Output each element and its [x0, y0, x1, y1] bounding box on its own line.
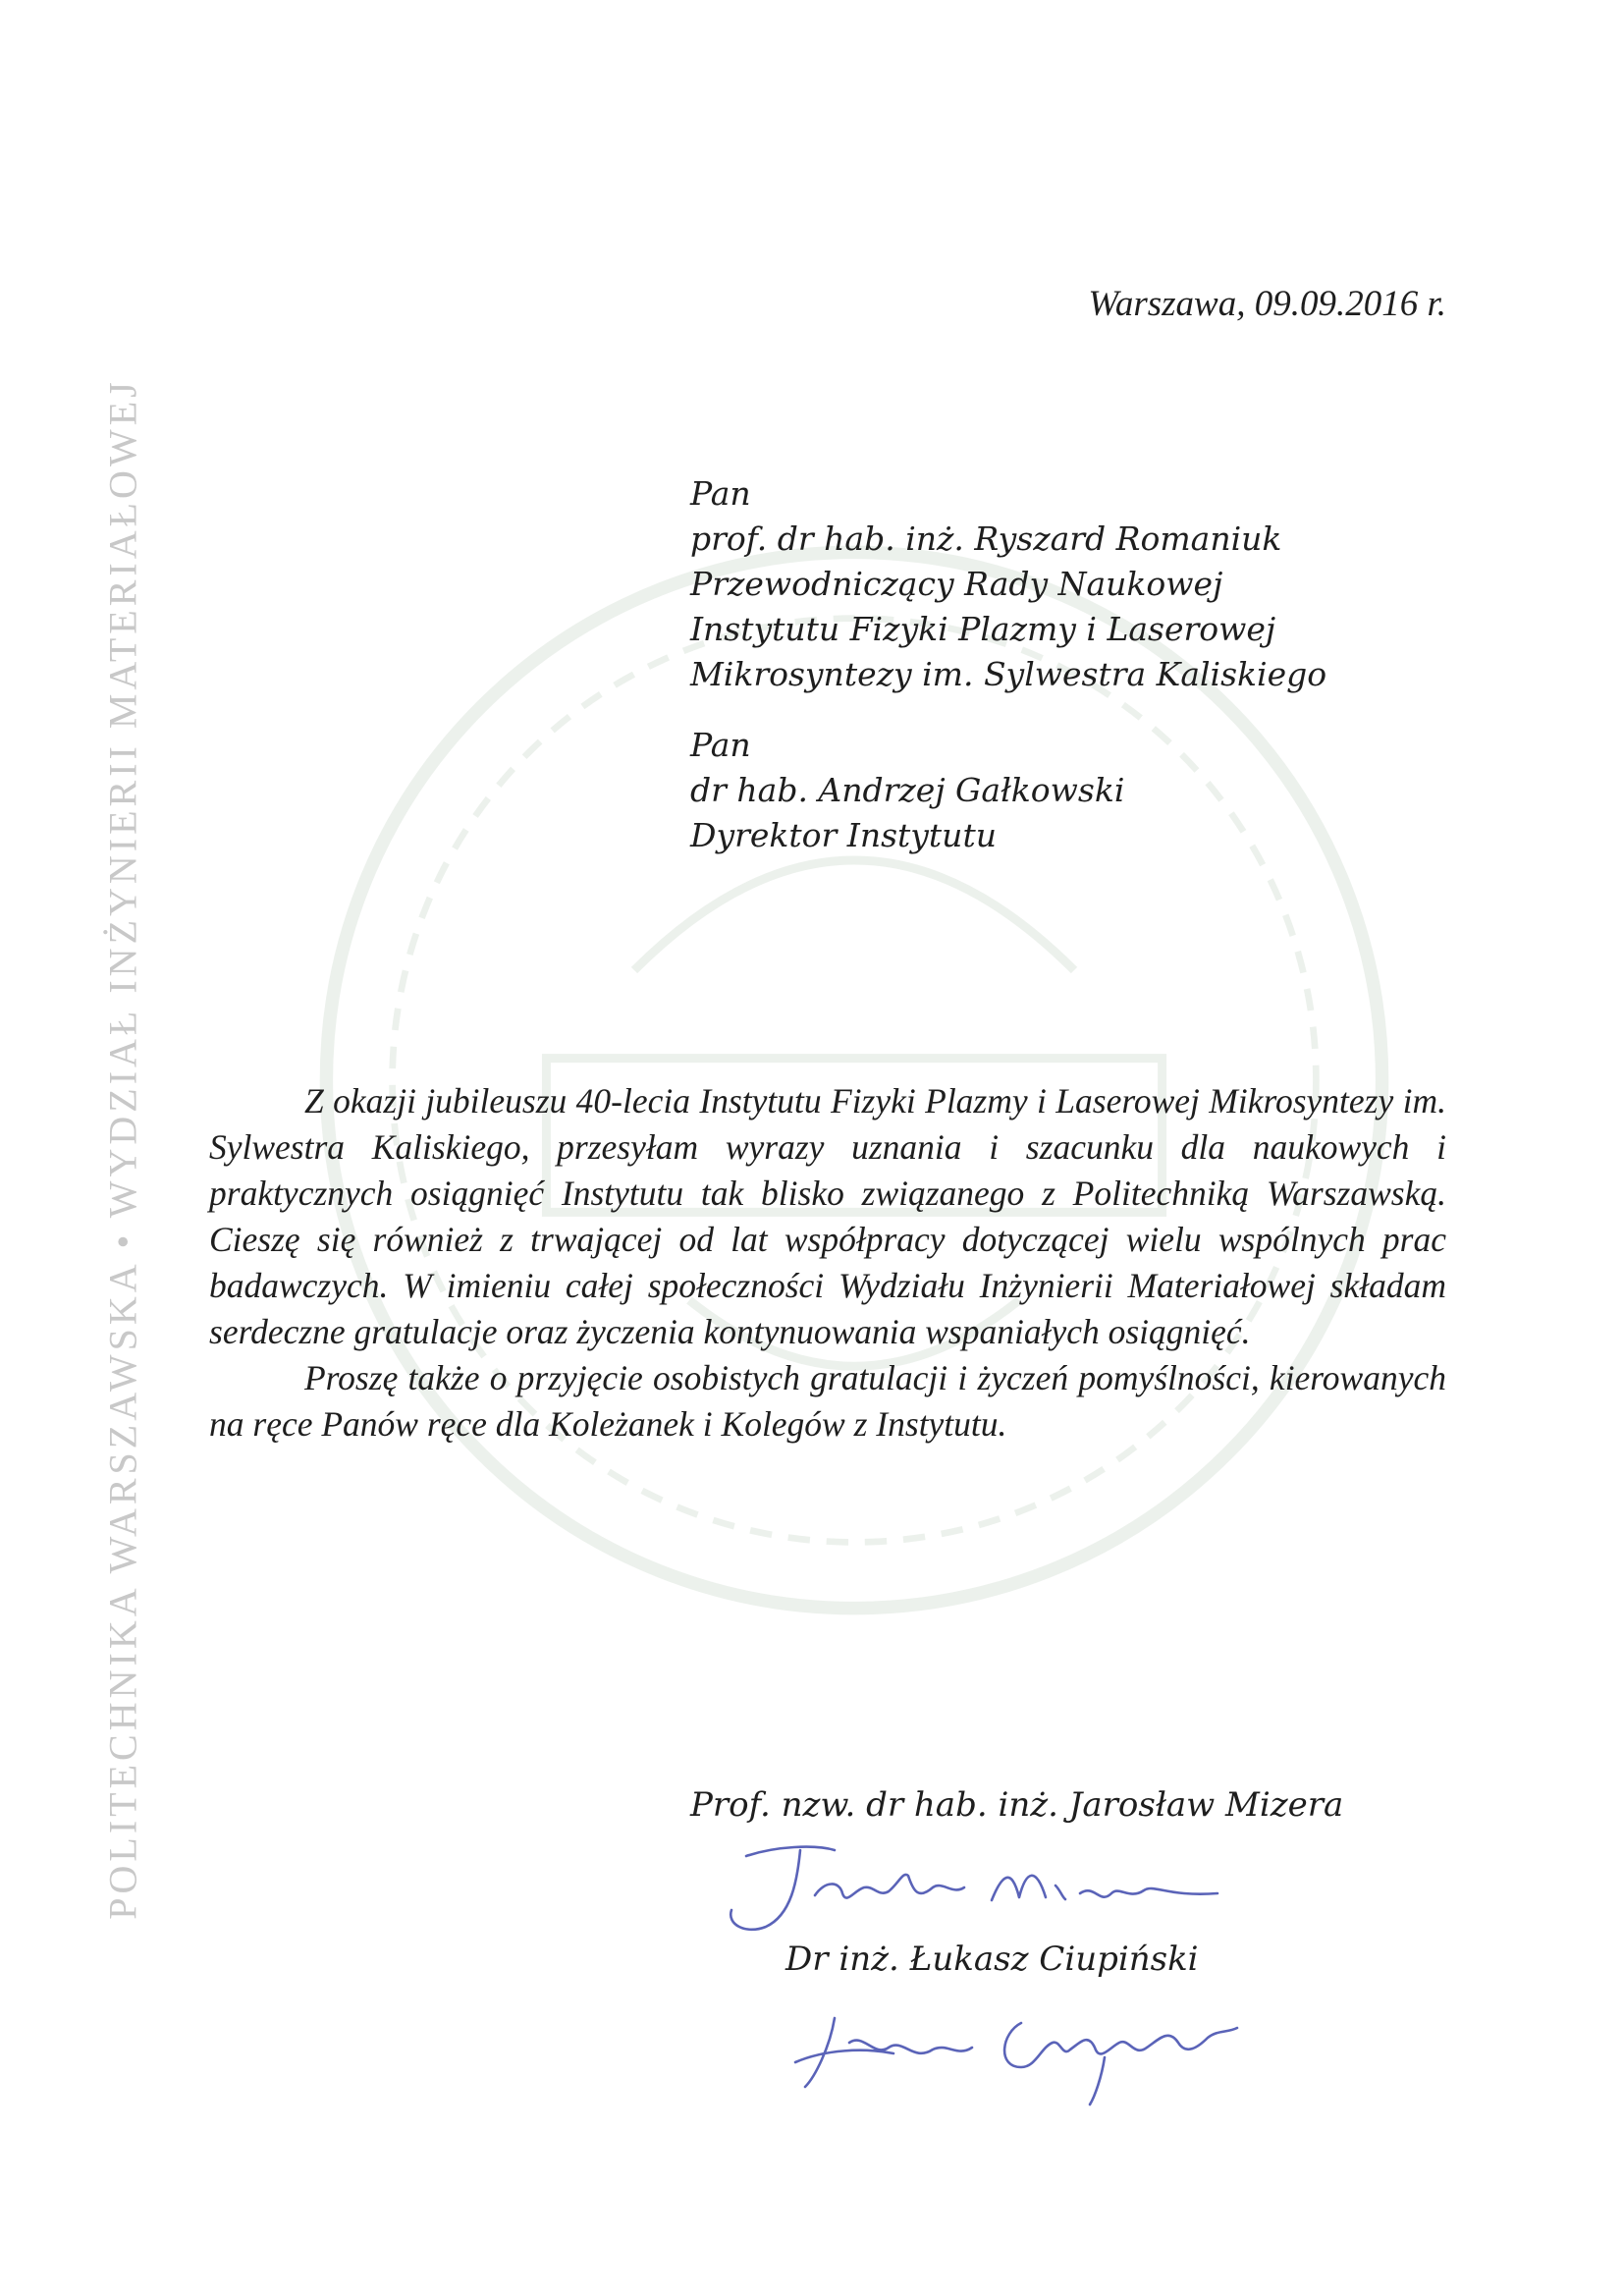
handwritten-signature-2: [776, 1989, 1286, 2111]
addressee-1-line: Pan: [690, 474, 751, 513]
faculty-side-banner: POLITECHNIKA WARSZAWSKA • WYDZIAŁ INŻYNIERII MATERIAŁOWEJ: [100, 378, 145, 1920]
addressee-2-line: Dyrektor Instytutu: [690, 816, 997, 854]
handwritten-signature-1: [707, 1836, 1257, 1944]
body-paragraph: Z okazji jubileuszu 40-lecia Instytutu Fizyki Plazmy i Laserowej Mikrosyntezy im. Sylwestra Kaliskiego, przesyłam wyrazy uznania i szacunku dla naukowych i praktycznych osiągnięć Instytutu tak blisko związanego z Politechniką Warszawską. Cieszę się również z trwającej od lat współpracy dotyczącej wielu wspólnych prac badawczych. W imieniu całej społeczności Wydziału Inżynierii Materiałowej składam serdeczne gratulacje oraz życzenia kontynuowania wspaniałych osiągnięć.: [209, 1081, 1446, 1351]
addressee-2-line: Pan: [690, 726, 751, 764]
addressee-block-1: [690, 471, 1326, 697]
body-paragraph: Proszę także o przyjęcie osobistych gratulacji i życzeń pomyślności, kierowanych na ręce Panów ręce dla Koleżanek i Kolegów z Instytutu.: [209, 1358, 1446, 1444]
addressee-1-line: Instytutu Fizyki Plazmy i Laserowej: [690, 610, 1276, 648]
addressee-1-line: Mikrosyntezy im. Sylwestra Kaliskiego: [690, 655, 1327, 693]
addressee-1-line: prof. dr hab. inż. Ryszard Romaniuk: [690, 519, 1282, 558]
letter-date: Warszawa, 09.09.2016 r.: [1088, 284, 1446, 324]
signatory-2-name: Dr inż. Łukasz Ciupiński: [785, 1940, 1199, 1979]
addressee-1-line: Przewodniczący Rady Naukowej: [690, 565, 1223, 603]
addressee-block-2: [690, 723, 1124, 858]
letter-body: [209, 1078, 1446, 1448]
addressee-2-line: dr hab. Andrzej Gałkowski: [690, 771, 1125, 809]
signatory-1-name: Prof. nzw. dr hab. inż. Jarosław Mizera: [690, 1785, 1344, 1825]
